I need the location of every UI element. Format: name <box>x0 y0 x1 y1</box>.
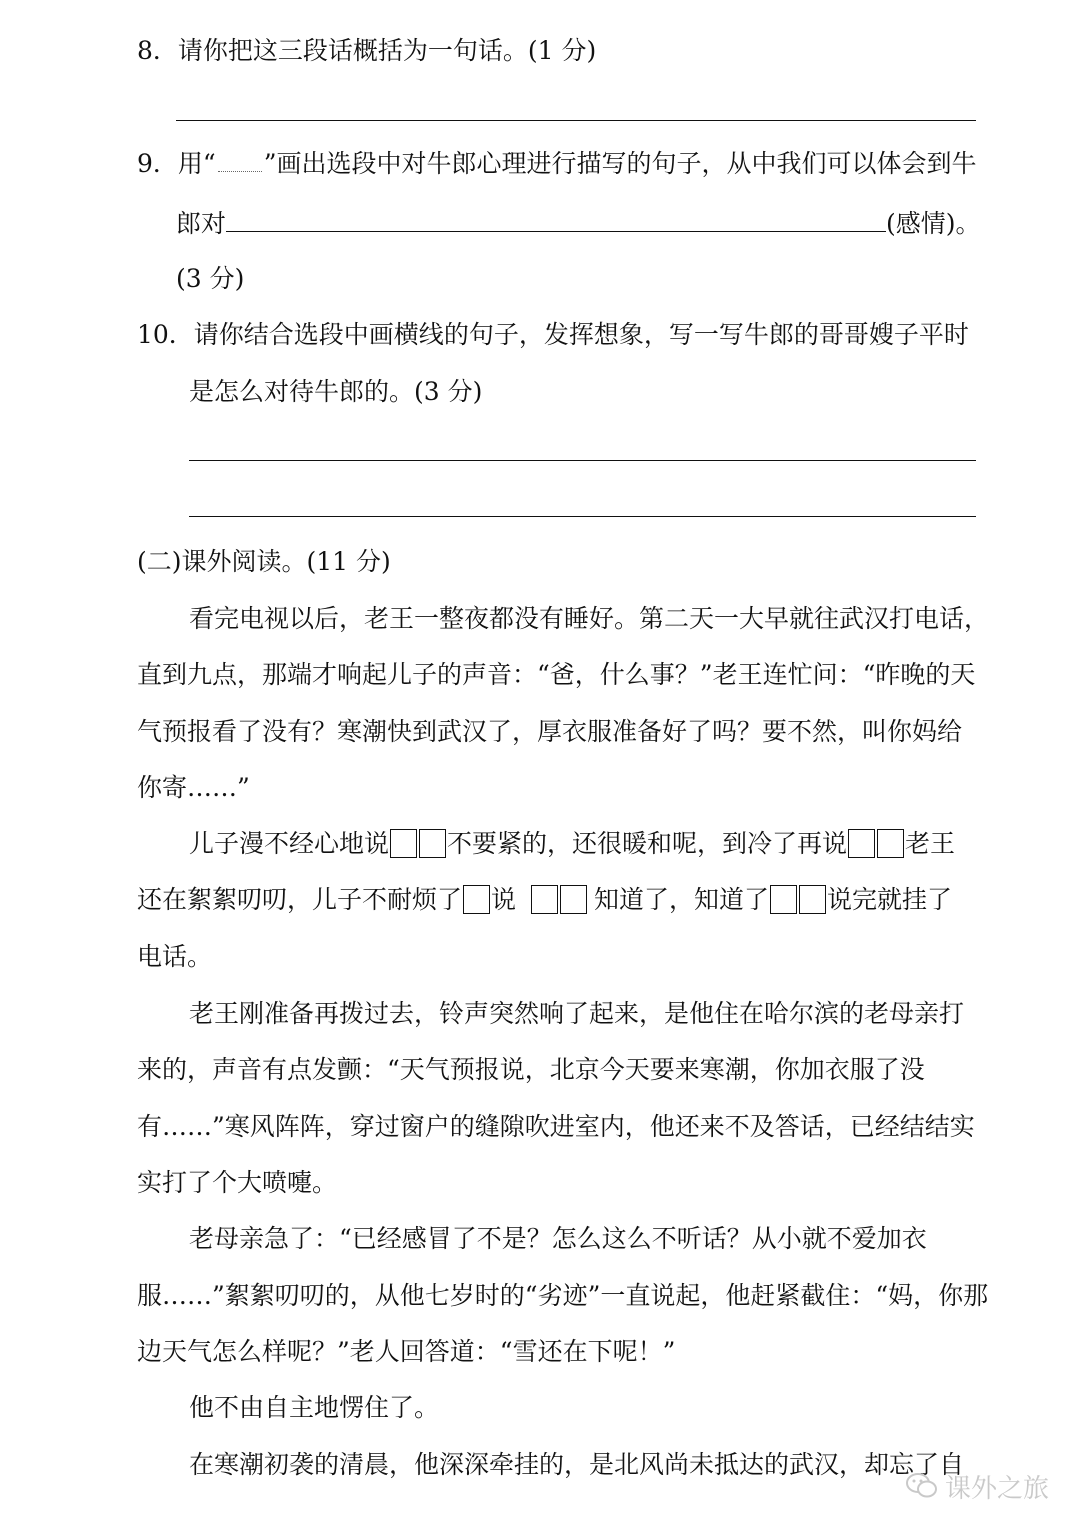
answer-line <box>189 460 976 461</box>
answer-line <box>189 516 976 517</box>
passage-text: 说完就挂了 <box>827 885 953 914</box>
passage-line: 服……”絮絮叨叨的，从他七岁时的“劣迹”一直说起，他赶紧截住：“妈，你那 <box>137 1281 989 1310</box>
punctuation-box <box>848 829 875 858</box>
punctuation-box <box>419 829 446 858</box>
question-10-line-1: 10．请你结合选段中画横线的句子，发挥想象，写一写牛郎的哥哥嫂子平时 <box>137 320 969 349</box>
passage-text: 知道了，知道了 <box>594 885 770 914</box>
punctuation-box <box>531 885 558 914</box>
question-10-line-2: 是怎么对待牛郎的。(3 分) <box>189 377 483 406</box>
question-9-line2-start: 郎对 <box>176 209 227 238</box>
punctuation-box <box>799 885 826 914</box>
watermark-text: 课外之旅 <box>945 1473 1050 1504</box>
passage-line: 看完电视以后，老王一整夜都没有睡好。第二天一大早就往武汉打电话， <box>189 604 990 633</box>
passage-text: 说 <box>491 885 517 914</box>
passage-line: 有……”寒风阵阵，穿过窗户的缝隙吹进室内，他还来不及答话，已经结结实 <box>137 1112 975 1141</box>
passage-text: 还在絮絮叨叨，儿子不耐烦了 <box>137 885 463 914</box>
punctuation-box <box>560 885 587 914</box>
section-heading: (二)课外阅读。(11 分) <box>137 547 391 576</box>
question-9-suffix: ”画出选段中对牛郎心理进行描写的句子，从中我们可以体会到牛 <box>263 149 977 178</box>
passage-line: 边天气怎么样呢？”老人回答道：“雪还在下呢！” <box>137 1337 676 1366</box>
punctuation-box <box>390 829 417 858</box>
question-9-line-1 <box>137 147 976 181</box>
punctuation-box <box>463 885 490 914</box>
wechat-icon <box>905 1471 939 1501</box>
passage-line: 直到九点，那端才响起儿子的声音：“爸，什么事？”老王连忙问：“昨晚的天 <box>137 660 976 689</box>
question-9-line2-end: (感情)。 <box>886 209 981 238</box>
passage-line: 在寒潮初袭的清晨，他深深牵挂的，是北风尚未抵达的武汉，却忘了自 <box>189 1450 965 1479</box>
passage-line <box>189 827 955 861</box>
question-9-score: (3 分) <box>176 264 245 293</box>
passage-line: 老王刚准备再拨过去，铃声突然响了起来，是他住在哈尔滨的老母亲打 <box>189 999 965 1028</box>
passage-line <box>137 883 952 917</box>
passage-line: 他不由自主地愣住了。 <box>189 1393 440 1422</box>
watermark <box>905 1466 1049 1506</box>
answer-line <box>176 120 976 121</box>
passage-text: 老王 <box>905 829 956 858</box>
passage-line: 来的，声音有点发颤：“天气预报说，北京今天要来寒潮，你加衣服了没 <box>137 1055 925 1084</box>
passage-text: 儿子漫不经心地说 <box>189 829 390 858</box>
passage-line: 气预报看了没有？寒潮快到武汉了，厚衣服准备好了吗？要不然，叫你妈给 <box>137 717 963 746</box>
passage-line: 电话。 <box>137 942 213 971</box>
fill-blank <box>226 205 886 232</box>
question-8: 8．请你把这三段话概括为一句话。(1 分) <box>137 36 597 65</box>
punctuation-box <box>770 885 797 914</box>
passage-line: 老母亲急了：“已经感冒了不是？怎么这么不听话？从小就不爱加衣 <box>189 1224 927 1253</box>
passage-line: 实打了个大喷嚏。 <box>137 1168 338 1197</box>
wavy-underline-mark <box>218 149 262 172</box>
passage-text: 不要紧的，还很暖和呢，到冷了再说 <box>447 829 848 858</box>
punctuation-box <box>877 829 904 858</box>
question-9-prefix: 9．用“ <box>137 149 216 178</box>
passage-line: 你寄……” <box>137 773 250 802</box>
question-9-line-2 <box>176 205 981 241</box>
